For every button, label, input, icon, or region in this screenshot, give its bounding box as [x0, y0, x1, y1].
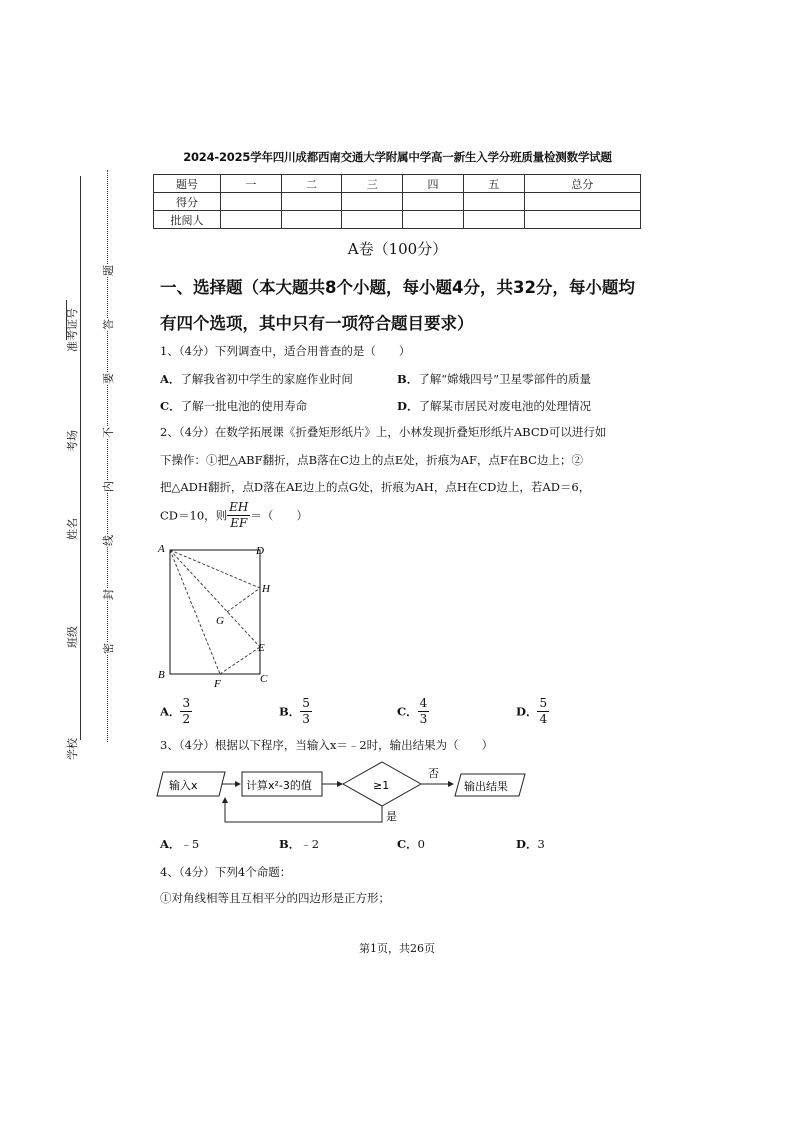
question-2-line-4-post: ＝（ ）	[250, 508, 308, 523]
score-input-cell[interactable]	[524, 211, 640, 229]
question-3-option-d[interactable]	[516, 836, 545, 852]
seal-char: 封	[102, 589, 115, 600]
flow-arrowhead	[222, 797, 228, 803]
fold-line-fe	[220, 647, 260, 674]
question-2-figure	[150, 538, 280, 690]
flow-input-label: 输入x	[169, 779, 198, 792]
figure-label-a: A	[158, 543, 165, 555]
score-input-cell[interactable]	[463, 211, 524, 229]
question-1-option-c[interactable]	[160, 398, 307, 414]
binding-line-solid	[80, 176, 81, 740]
option-fraction	[537, 696, 549, 727]
score-table	[153, 174, 641, 229]
fold-line-af	[170, 550, 220, 674]
table-header-cell: 二	[281, 175, 342, 193]
fold-line-gh	[227, 588, 260, 612]
option-letter: A．	[160, 372, 181, 386]
table-header-cell: 五	[463, 175, 524, 193]
flow-yes-label: 是	[386, 810, 397, 823]
fraction-denominator: 3	[302, 712, 310, 726]
score-input-cell[interactable]	[221, 211, 282, 229]
option-fraction	[300, 696, 312, 727]
option-letter: D．	[516, 704, 538, 719]
option-letter: D．	[516, 837, 538, 851]
fraction-numerator: 5	[302, 696, 310, 710]
option-text: 了解一批电池的使用寿命	[180, 399, 308, 413]
question-1-option-d[interactable]	[397, 398, 591, 414]
question-2-line-4	[160, 500, 308, 531]
flow-no-label: 否	[428, 767, 439, 780]
question-2-option-a[interactable]	[160, 696, 192, 727]
score-input-cell[interactable]	[221, 193, 282, 211]
option-letter: D．	[397, 399, 419, 413]
question-2-line-3: 把△ADH翻折，点D落在AE边上的点G处，折痕为AH，点H在CD边上，若AD＝6，	[160, 480, 591, 494]
option-letter: B．	[397, 372, 419, 386]
figure-label-e: E	[258, 642, 265, 654]
sidebar-field-exam-room: 考场	[66, 430, 79, 452]
fraction-denominator: 3	[419, 712, 428, 726]
table-row	[154, 211, 641, 229]
flow-decision-label: ≥1	[373, 779, 390, 792]
option-letter: A．	[160, 837, 181, 851]
table-header-cell: 总分	[524, 175, 640, 193]
table-header-cell: 题号	[154, 175, 221, 193]
option-letter: B．	[279, 704, 301, 719]
flow-loop-line	[225, 798, 382, 822]
sidebar-field-school: 学校	[66, 738, 79, 760]
figure-label-f: F	[214, 678, 221, 690]
question-3-flowchart	[155, 760, 535, 828]
option-letter: C．	[397, 837, 418, 851]
question-3-option-c[interactable]	[397, 836, 425, 852]
option-letter: C．	[397, 704, 418, 719]
score-input-cell[interactable]	[342, 193, 403, 211]
flow-arrowhead	[235, 781, 241, 787]
binding-line-dotted	[107, 170, 108, 742]
question-2-option-c[interactable]	[397, 696, 429, 727]
option-fraction	[418, 696, 430, 727]
page-title: 2024-2025学年四川成都西南交通大学附属中学高一新生入学分班质量检测数学试题	[183, 150, 612, 164]
figure-label-h: H	[262, 583, 270, 595]
flow-calc-label: 计算x²-3的值	[246, 779, 312, 792]
sidebar-field-name: 姓名	[66, 518, 79, 540]
question-2-fraction	[227, 500, 250, 531]
table-header-cell: 三	[342, 175, 403, 193]
fraction-denominator: EF	[230, 516, 248, 530]
question-3-stem: 3、（4分）根据以下程序，当输入x＝﹣2时，输出结果为（ ）	[160, 738, 494, 752]
figure-label-g: G	[216, 615, 224, 627]
sidebar-field-class: 班级	[66, 626, 79, 648]
table-cell: 得分	[154, 193, 221, 211]
rectangle-abcd	[170, 550, 260, 674]
part1-heading-line2: 有四个选项，其中只有一项符合题目要求）	[160, 314, 474, 333]
figure-label-b: B	[158, 669, 165, 681]
part1-heading-line1: 一、选择题（本大题共8个小题，每小题4分，共32分，每小题均	[160, 278, 635, 297]
score-input-cell[interactable]	[342, 211, 403, 229]
option-letter: C．	[160, 399, 181, 413]
question-2-option-b[interactable]	[279, 696, 312, 727]
fraction-numerator: 4	[419, 696, 428, 710]
flow-output-label: 输出结果	[464, 780, 508, 793]
option-text: 了解“嫦娥四号”卫星零部件的质量	[418, 372, 591, 386]
table-row	[154, 175, 641, 193]
option-text: 3	[537, 837, 545, 851]
fraction-numerator: EH	[229, 500, 249, 514]
section-a-heading: A卷（100分）	[347, 240, 448, 258]
sidebar-underline-1	[66, 300, 67, 340]
seal-char: 要	[102, 373, 115, 384]
score-input-cell[interactable]	[281, 211, 342, 229]
score-input-cell[interactable]	[281, 193, 342, 211]
table-header-cell: 四	[403, 175, 464, 193]
score-input-cell[interactable]	[403, 211, 464, 229]
question-3-option-b[interactable]	[279, 836, 319, 852]
table-header-cell: 一	[221, 175, 282, 193]
seal-char: 线	[102, 535, 115, 546]
question-2-option-d[interactable]	[516, 696, 549, 727]
fraction-numerator: 3	[182, 696, 191, 710]
option-letter: A．	[160, 704, 181, 719]
question-3-option-a[interactable]	[160, 836, 199, 852]
option-text: ﹣5	[180, 837, 200, 851]
score-input-cell[interactable]	[463, 193, 524, 211]
table-row	[154, 193, 641, 211]
table-cell: 批阅人	[154, 211, 221, 229]
fraction-numerator: 5	[539, 696, 548, 710]
option-fraction	[180, 696, 192, 727]
option-letter: B．	[279, 837, 301, 851]
seal-char: 密	[102, 643, 115, 654]
score-input-cell[interactable]	[403, 193, 464, 211]
option-text: 了解某市居民对废电池的处理情况	[418, 399, 591, 413]
fold-line-ae	[170, 550, 260, 647]
score-input-cell[interactable]	[524, 193, 640, 211]
seal-char: 不	[102, 427, 115, 438]
seal-char: 答	[102, 319, 115, 330]
seal-char: 题	[102, 265, 115, 276]
option-text: ﹣2	[300, 837, 320, 851]
option-text: 0	[417, 837, 425, 851]
fraction-denominator: 4	[539, 712, 548, 726]
question-1-option-b[interactable]	[397, 371, 591, 387]
question-1-stem: 1、（4分）下列调查中，适合用普查的是（ ）	[160, 344, 411, 358]
page-footer: 第1页，共26页	[359, 942, 435, 955]
sidebar-field-exam-id: 准考证号	[66, 308, 79, 352]
question-4-stem: 4、（4分）下列4个命题：	[160, 865, 292, 879]
flow-arrowhead	[448, 781, 454, 787]
question-2-line-4-pre: CD＝10，则	[160, 508, 228, 523]
option-text: 了解我省初中学生的家庭作业时间	[180, 372, 353, 386]
figure-label-d: D	[256, 545, 264, 557]
figure-label-c: C	[260, 673, 268, 685]
question-2-line-2: 下操作：①把△ABF翻折，点B落在C边上的点E处，折痕为AF，点F在BC边上；②	[160, 453, 583, 467]
question-1-option-a[interactable]	[160, 371, 353, 387]
question-2-line-1: 2、（4分）在数学拓展课《折叠矩形纸片》上，小林发现折叠矩形纸片ABCD可以进行如	[160, 425, 607, 439]
seal-char: 内	[102, 481, 115, 492]
question-4-item-1: ①对角线相等且互相平分的四边形是正方形；	[160, 891, 390, 905]
fraction-denominator: 2	[182, 712, 191, 726]
